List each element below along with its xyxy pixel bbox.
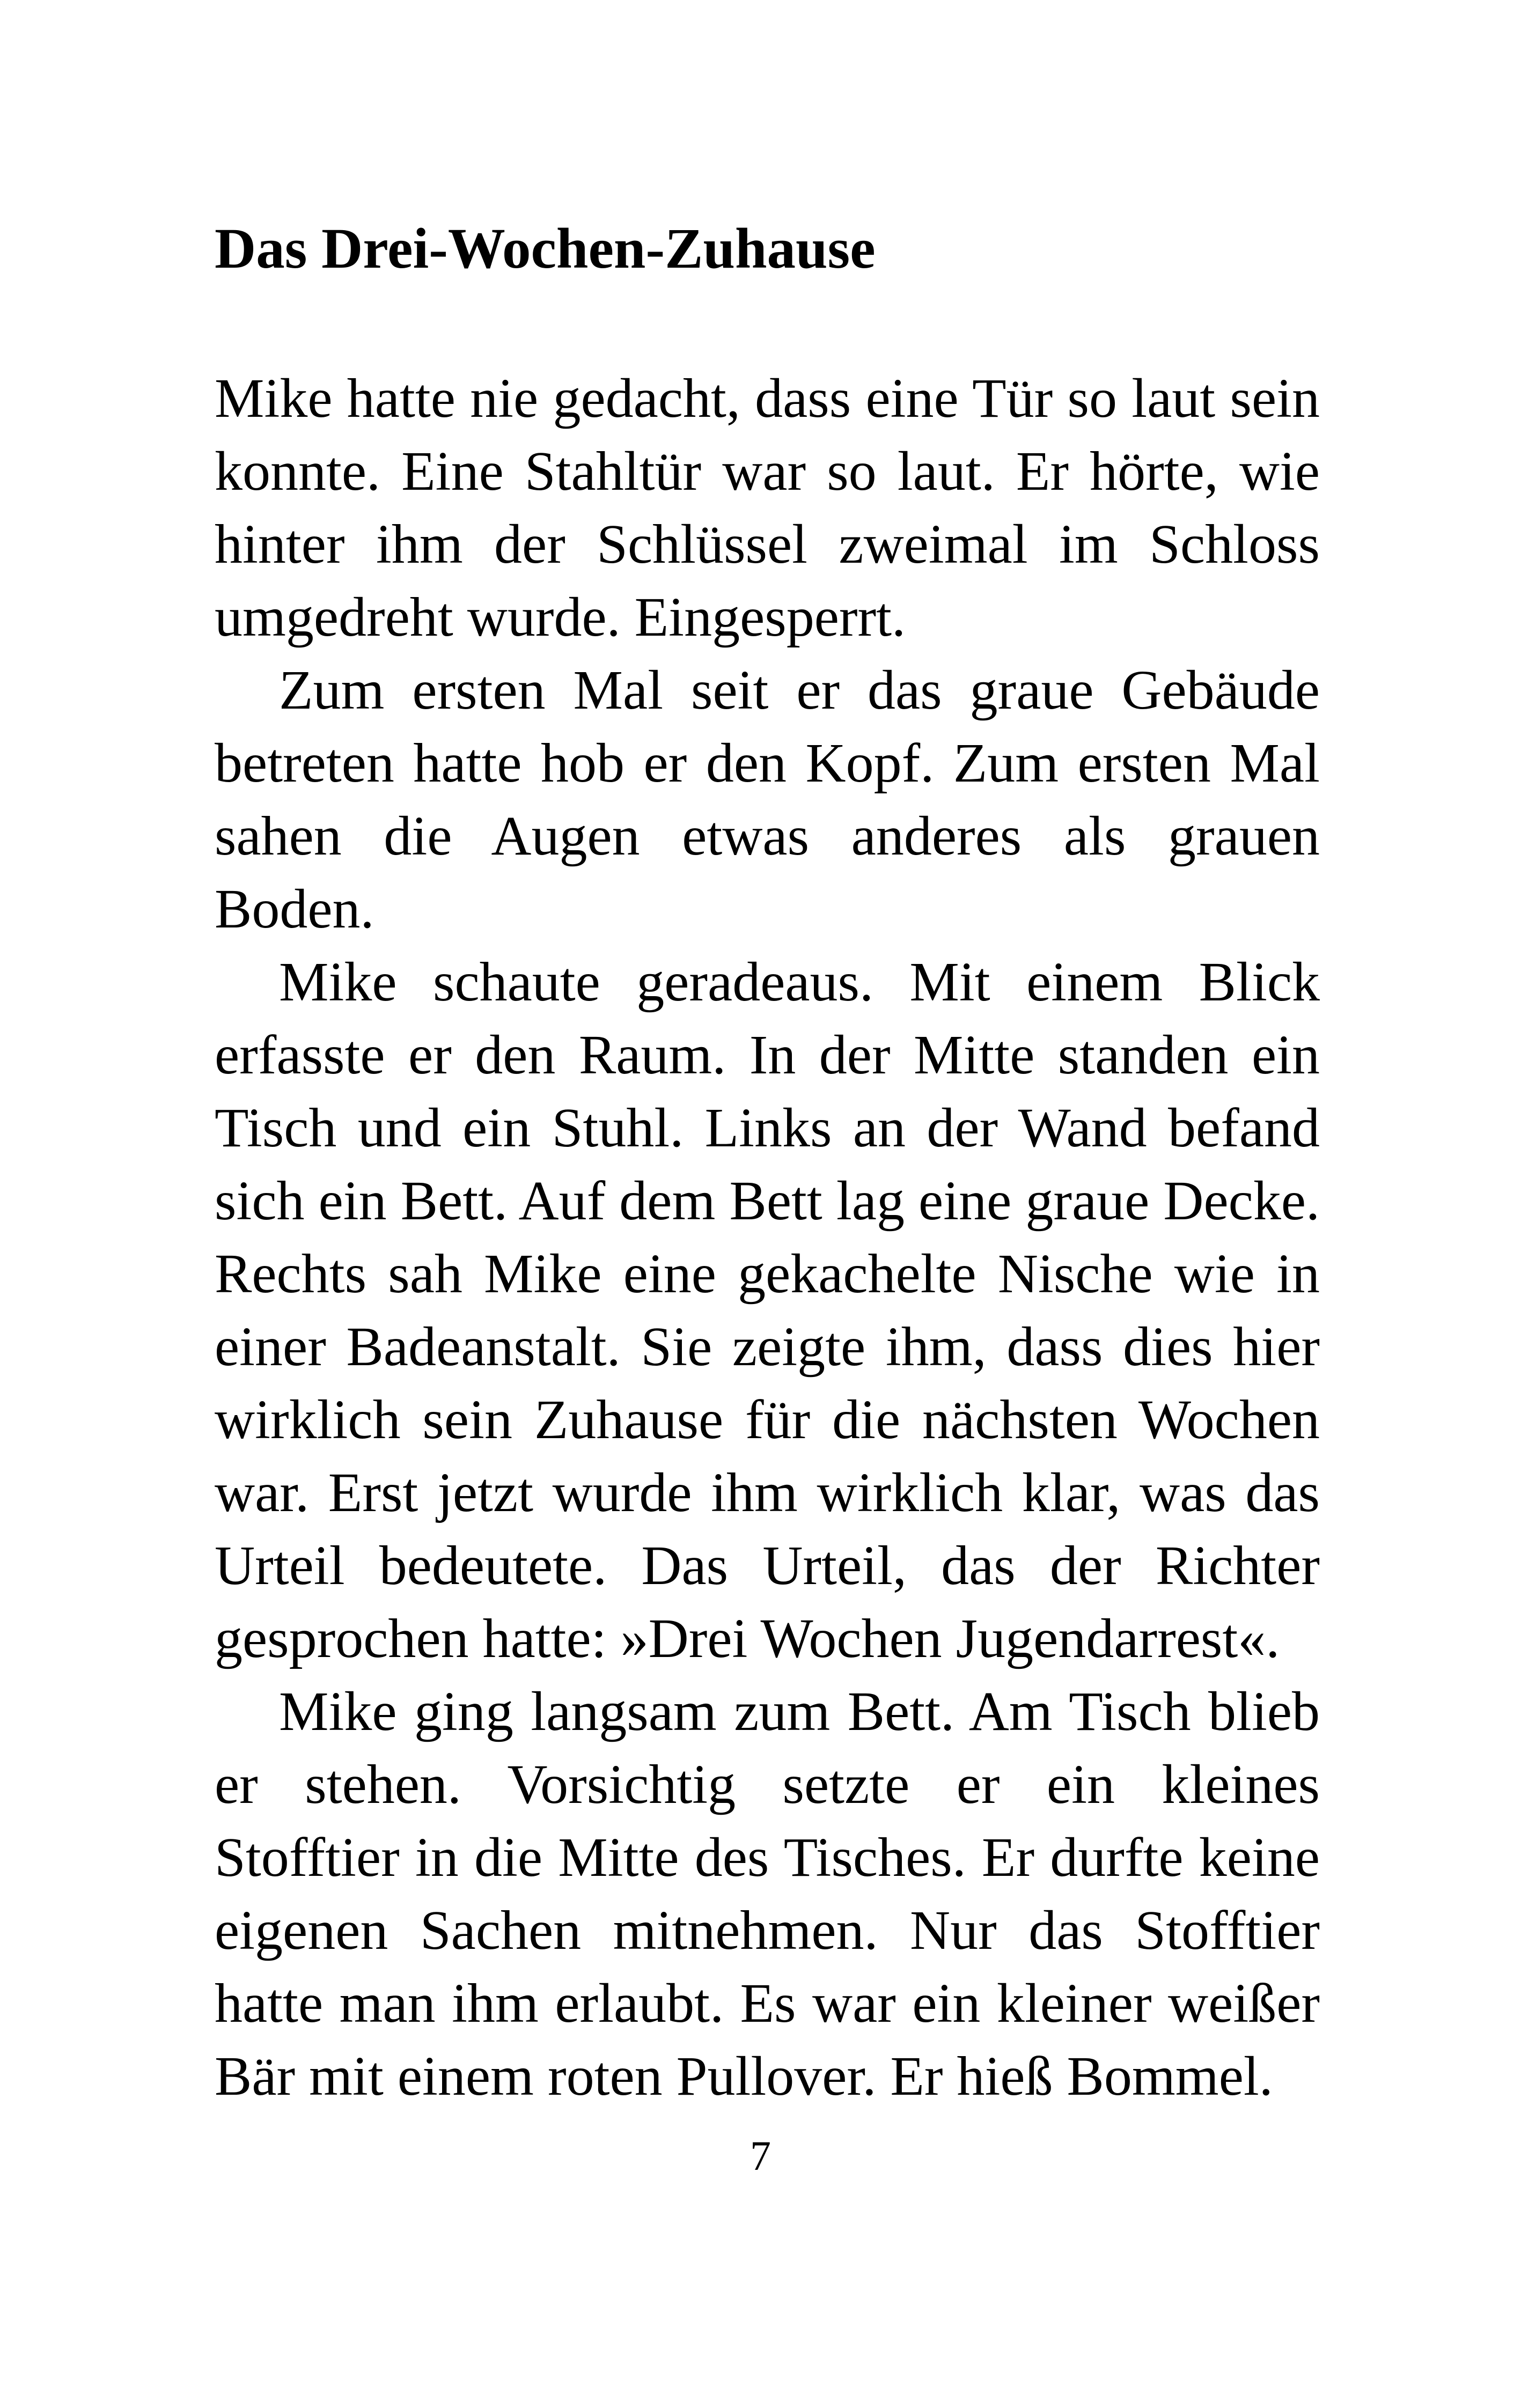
paragraph-2: Zum ersten Mal seit er das graue Gebäude betreten hatte hob er den Kopf. Zum ersten Mal sahen die Augen etwas anderes als grauen Boden. bbox=[215, 659, 1320, 940]
chapter-title: Das Drei-Wochen-Zuhause bbox=[215, 217, 876, 281]
paragraph-4: Mike ging langsam zum Bett. Am Tisch blieb er stehen. Vorsichtig setzte er ein kleines Stofftier in die Mitte des Tisches. Er durfte keine eigenen Sachen mitnehmen. Nur das Stofftier hatte man ihm erlaubt. Es war ein kleiner weißer Bär mit einem roten Pullover. Er hieß Bommel. bbox=[215, 1681, 1320, 2107]
body-text bbox=[215, 362, 1320, 2113]
paragraph-3: Mike schaute geradeaus. Mit einem Blick erfasste er den Raum. In der Mitte standen ein Tisch und ein Stuhl. Links an der Wand befand sich ein Bett. Auf dem Bett lag eine graue Decke. Rechts sah Mike eine gekachelte Nische wie in einer Badeanstalt. Sie zeigte ihm, dass dies hier wirklich sein Zuhause für die nächsten Wochen war. Erst jetzt wurde ihm wirklich klar, was das Urteil bedeutete. Das Urteil, das der Richter gesprochen hatte: »Drei Wochen Jugendarrest«. bbox=[215, 951, 1320, 1669]
paragraph-1: Mike hatte nie gedacht, dass eine Tür so laut sein konnte. Eine Stahltür war so laut. Er hörte, wie hinter ihm der Schlüssel zweimal im Schloss umgedreht wurde. Eingesperrt. bbox=[215, 367, 1320, 648]
page-number: 7 bbox=[750, 2132, 771, 2179]
